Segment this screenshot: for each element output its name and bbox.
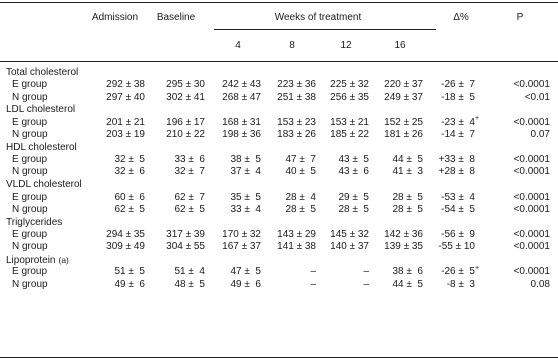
- p-value-cell: 0.07: [530, 129, 550, 140]
- week-label: 4: [235, 40, 241, 51]
- table-cell: 251 ± 38: [277, 91, 316, 103]
- table-cell: 32 ± 5: [114, 154, 145, 166]
- table-cell: 210 ± 22: [166, 129, 205, 140]
- table-cell: 49 ± 6: [114, 278, 145, 290]
- row-label: N group: [12, 129, 48, 140]
- table-cell: 40 ± 5: [285, 166, 316, 178]
- table-cell: 198 ± 36: [222, 129, 261, 140]
- table-cell: 47 ± 5: [230, 266, 261, 278]
- table-cell: 317 ± 39: [166, 228, 205, 240]
- section-title: Triglycerides: [6, 216, 63, 228]
- p-value-cell: <0.0001: [513, 228, 550, 240]
- table-cell: 153 ± 21: [330, 116, 369, 128]
- table-cell: 28 ± 5: [392, 203, 423, 215]
- p-value-cell: <0.01: [524, 91, 550, 103]
- week-label: 12: [340, 40, 352, 51]
- delta-value: -8 ± 3: [446, 278, 475, 290]
- table-cell: 181 ± 26: [384, 129, 423, 140]
- table-cell: 142 ± 36: [384, 228, 423, 240]
- p-value-cell: <0.0001: [513, 79, 550, 91]
- p-value-cell: 0.08: [530, 278, 550, 290]
- row-label: N group: [12, 241, 48, 253]
- section-title: VLDL cholesterol: [6, 179, 82, 191]
- row-label: E group: [12, 154, 48, 166]
- table-cell: 304 ± 55: [166, 241, 205, 253]
- col-header-delta: Δ%: [453, 12, 469, 23]
- table-cell: 32 ± 6: [114, 166, 145, 178]
- section-title-group: [6, 254, 69, 267]
- table-cell: 62 ± 5: [174, 203, 205, 215]
- section-title: HDL cholesterol: [6, 141, 77, 153]
- section-title: Lipoprotein: [6, 255, 56, 266]
- row-label: E group: [12, 266, 48, 278]
- table-cell: 185 ± 22: [330, 129, 369, 140]
- row-label: N group: [12, 166, 48, 178]
- table-cell: 38 ± 6: [392, 266, 423, 278]
- p-value-cell: <0.0001: [513, 154, 550, 166]
- delta-cell: [420, 166, 480, 178]
- table-cell: 203 ± 19: [106, 129, 145, 140]
- top-rule: [0, 2, 558, 3]
- delta-value: -26 ± 7: [441, 79, 475, 91]
- row-label: E group: [12, 228, 48, 240]
- table-cell: 38 ± 5: [230, 154, 261, 166]
- delta-value: -26 ± 5: [441, 266, 475, 278]
- delta-value: -23 ± 4: [441, 116, 475, 128]
- row-label: E group: [12, 116, 48, 128]
- table-cell: 44 ± 5: [392, 154, 423, 166]
- table-cell: 140 ± 37: [330, 241, 369, 253]
- delta-cell: [420, 204, 480, 216]
- table-cell: 294 ± 35: [106, 228, 145, 240]
- table-cell: 297 ± 40: [106, 91, 145, 103]
- p-value-cell: <0.0001: [513, 116, 550, 128]
- col-header-weeks: Weeks of treatment: [274, 12, 362, 23]
- table-cell: 145 ± 32: [330, 228, 369, 240]
- table-cell: 43 ± 6: [338, 166, 369, 178]
- table-cell: 33 ± 6: [174, 154, 205, 166]
- table-cell: 220 ± 37: [384, 79, 423, 91]
- delta-cell: [420, 154, 480, 166]
- delta-value: -55 ± 10: [438, 241, 475, 253]
- week-label: 16: [394, 40, 406, 51]
- delta-cell: [420, 279, 480, 291]
- table-cell: 51 ± 5: [114, 266, 145, 278]
- table-cell: 292 ± 38: [106, 79, 145, 91]
- delta-cell: [420, 229, 480, 241]
- row-label: N group: [12, 91, 48, 103]
- col-header-p: P: [516, 12, 524, 23]
- row-label: N group: [12, 203, 48, 215]
- table-cell: 295 ± 30: [166, 79, 205, 91]
- table-cell: 33 ± 4: [230, 203, 261, 215]
- table-cell: 223 ± 36: [277, 79, 316, 91]
- delta-value: -14 ± 7: [441, 129, 475, 140]
- table-cell: 168 ± 31: [222, 116, 261, 128]
- table-cell: 309 ± 49: [106, 241, 145, 253]
- table-cell: 225 ± 32: [330, 79, 369, 91]
- delta-cell: [420, 129, 480, 141]
- p-value-cell: <0.0001: [513, 166, 550, 178]
- table-cell: 62 ± 7: [174, 191, 205, 203]
- table-cell: 49 ± 6: [230, 278, 261, 290]
- table-cell: 183 ± 26: [277, 129, 316, 140]
- table-cell: 28 ± 5: [392, 191, 423, 203]
- table-cell: 37 ± 4: [230, 166, 261, 178]
- table-cell: 153 ± 23: [277, 116, 316, 128]
- table-cell: 141 ± 38: [277, 241, 316, 253]
- week-label: 8: [289, 40, 295, 51]
- delta-value: +33 ± 8: [438, 154, 475, 166]
- table-cell: 170 ± 32: [222, 228, 261, 240]
- section-title: Total cholesterol: [6, 67, 79, 78]
- table-cell: 48 ± 5: [174, 278, 205, 290]
- table-cell: 47 ± 7: [285, 154, 316, 166]
- table-cell: –: [363, 266, 369, 278]
- table-cell: 268 ± 47: [222, 91, 261, 103]
- table-cell: –: [310, 266, 316, 278]
- p-value-cell: <0.0001: [513, 203, 550, 215]
- p-value-cell: <0.0001: [513, 266, 550, 278]
- delta-value: -53 ± 4: [441, 191, 475, 203]
- table-cell: 143 ± 29: [277, 228, 316, 240]
- delta-value: -18 ± 5: [441, 91, 475, 103]
- col-header-baseline: Baseline: [156, 12, 196, 23]
- table-cell: 43 ± 5: [338, 154, 369, 166]
- table-cell: 51 ± 4: [174, 266, 205, 278]
- delta-cell: [420, 192, 480, 204]
- delta-cell: [420, 92, 480, 104]
- row-label: E group: [12, 191, 48, 203]
- col-header-admission: Admission: [91, 12, 139, 23]
- table-cell: 35 ± 5: [230, 191, 261, 203]
- row-label: E group: [12, 79, 48, 91]
- table-cell: 152 ± 25: [384, 116, 423, 128]
- table-cell: 62 ± 5: [114, 203, 145, 215]
- table-cell: –: [363, 278, 369, 290]
- table-cell: 256 ± 35: [330, 91, 369, 103]
- delta-cell: [420, 79, 480, 91]
- header-rule: [0, 61, 558, 62]
- table-cell: 60 ± 6: [114, 191, 145, 203]
- delta-cell: [420, 241, 480, 253]
- table-cell: 167 ± 37: [222, 241, 261, 253]
- delta-value: -56 ± 9: [441, 228, 475, 240]
- delta-value: -54 ± 5: [441, 203, 475, 215]
- p-value-cell: <0.0001: [513, 191, 550, 203]
- section-title: LDL cholesterol: [6, 104, 76, 116]
- section-title-note: (a): [58, 255, 69, 265]
- table-cell: 28 ± 5: [338, 203, 369, 215]
- table-cell: 28 ± 4: [285, 191, 316, 203]
- weeks-underline: [214, 29, 436, 30]
- table-cell: 139 ± 35: [384, 241, 423, 253]
- table-cell: –: [310, 278, 316, 290]
- table-cell: 302 ± 41: [166, 91, 205, 103]
- table-cell: 41 ± 3: [392, 166, 423, 178]
- row-label: N group: [12, 278, 48, 290]
- table-cell: 249 ± 37: [384, 91, 423, 103]
- table-cell: 44 ± 5: [392, 278, 423, 290]
- p-value-cell: <0.0001: [513, 241, 550, 253]
- delta-cell: -23 ± 4+: [441, 115, 480, 128]
- table-cell: 242 ± 43: [222, 79, 261, 91]
- table-cell: 29 ± 5: [338, 191, 369, 203]
- table-cell: 32 ± 7: [174, 166, 205, 178]
- delta-cell: -26 ± 5+: [441, 264, 480, 278]
- table-cell: 28 ± 5: [285, 203, 316, 215]
- bottom-rule: [0, 357, 558, 358]
- table-cell: 201 ± 21: [106, 116, 145, 128]
- table-cell: 196 ± 17: [166, 116, 205, 128]
- delta-value: +28 ± 8: [438, 166, 475, 178]
